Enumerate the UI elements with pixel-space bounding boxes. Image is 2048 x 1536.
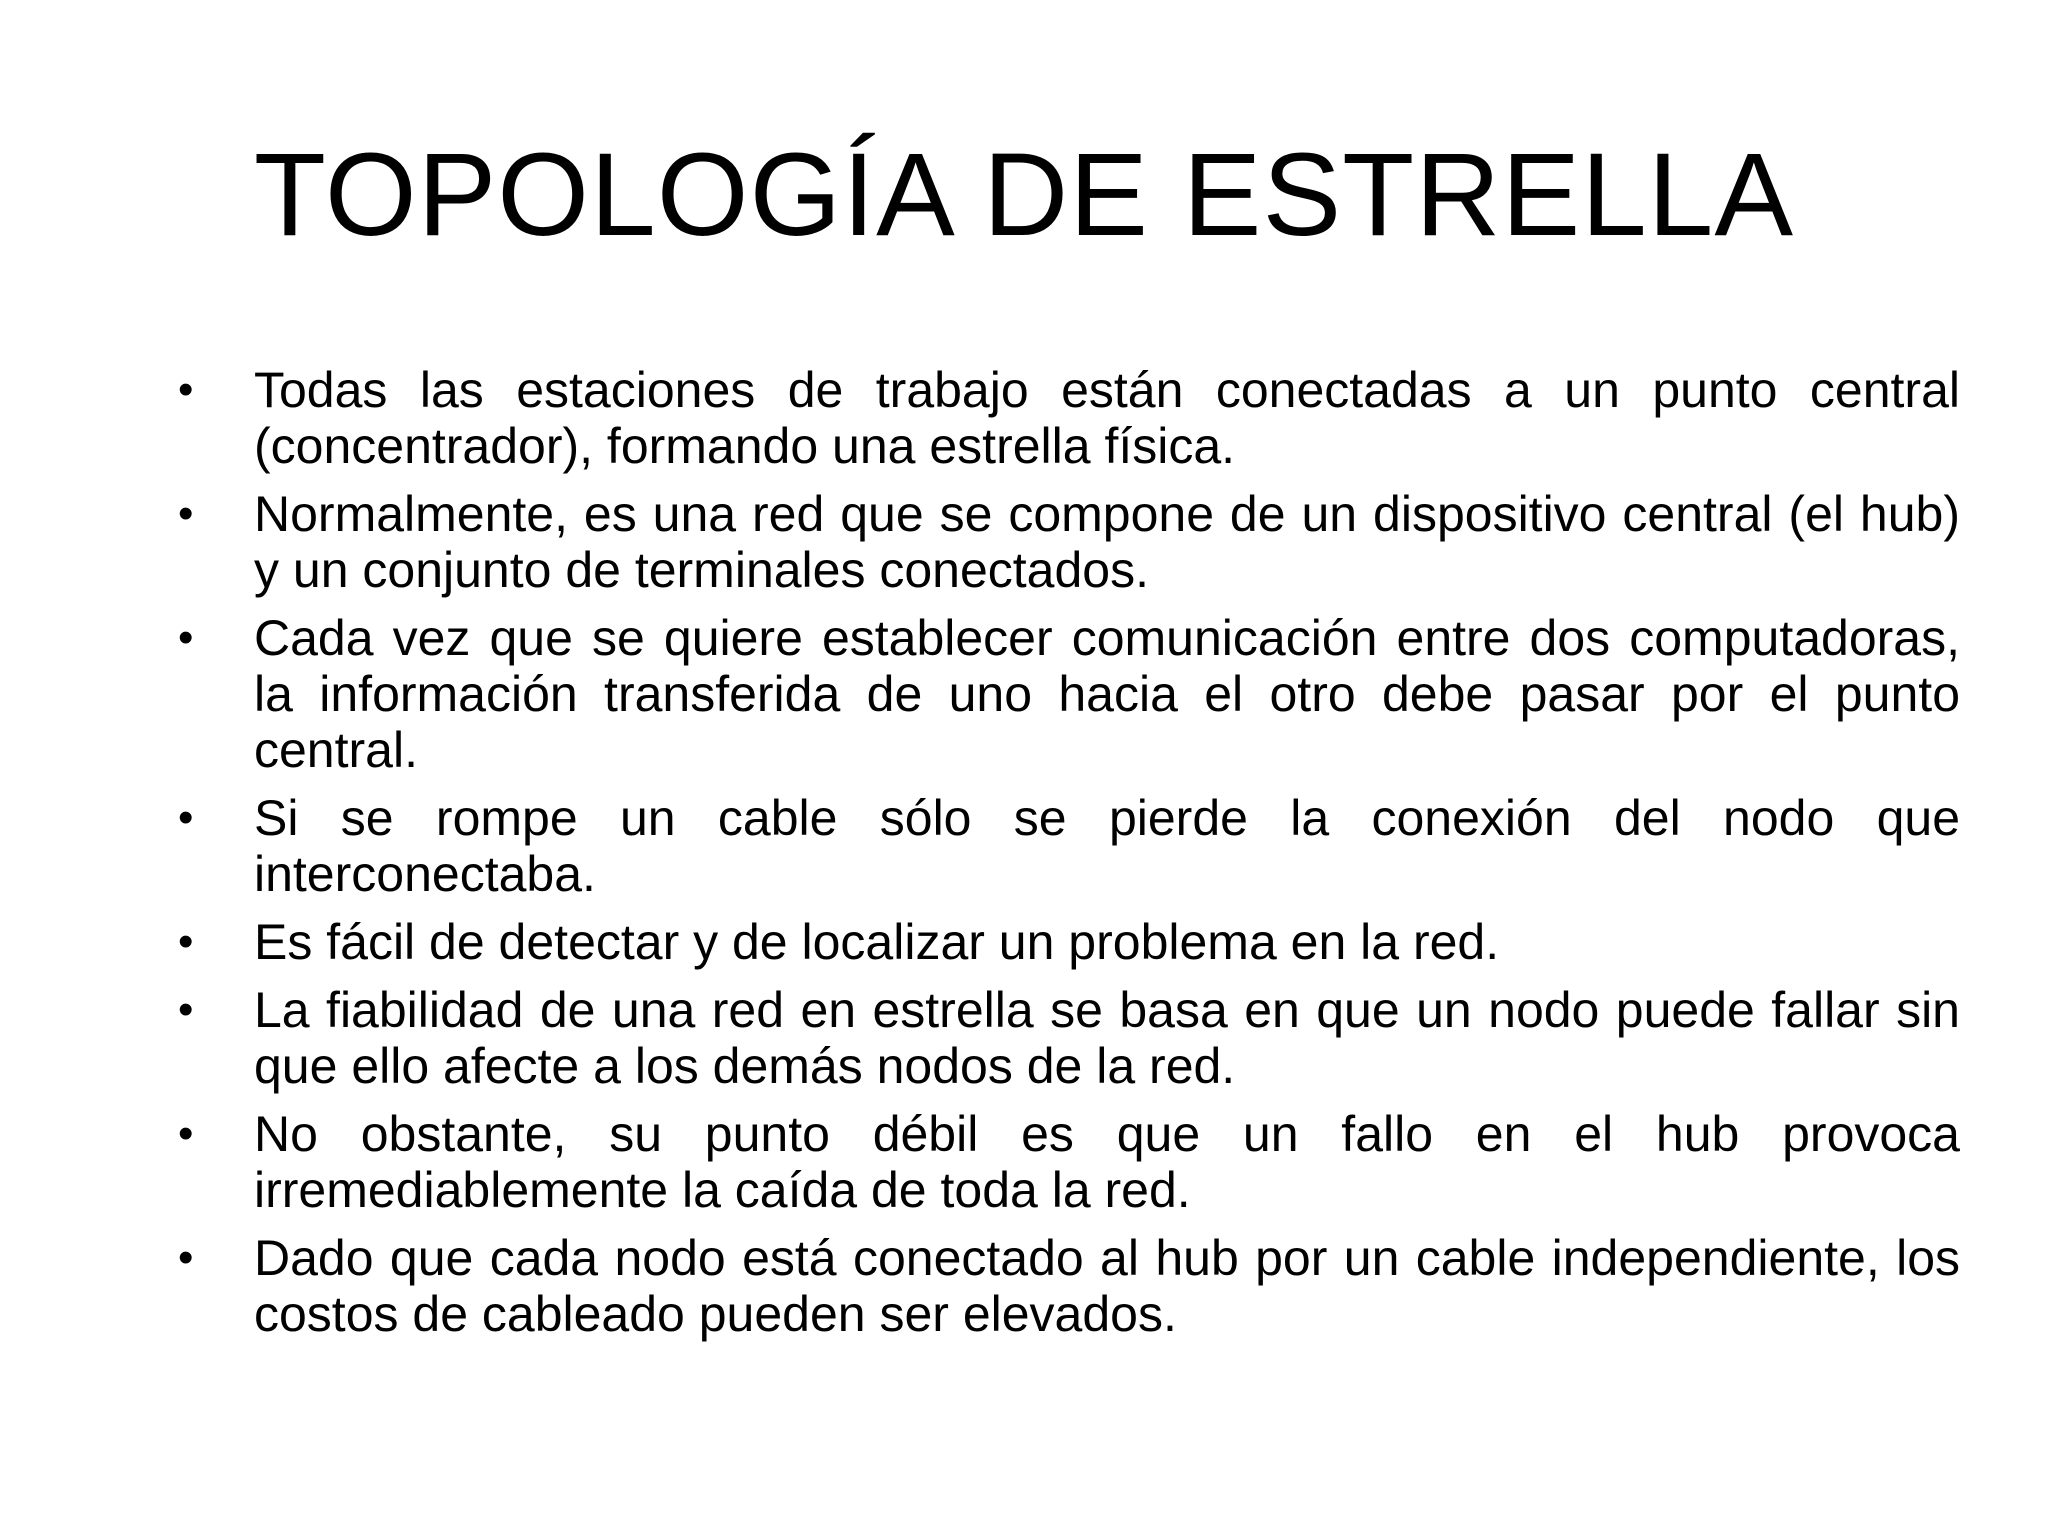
bullet-item bbox=[170, 914, 1960, 970]
bullet-glyph: • bbox=[178, 793, 194, 842]
bullet-text: Dado que cada nodo está conectado al hub por un cable independiente, los costos de cableado pueden ser elevados. bbox=[254, 1230, 1960, 1342]
bullet-text: La fiabilidad de una red en estrella se basa en que un nodo puede fallar sin que ello afecte a los demás nodos de la red. bbox=[254, 982, 1960, 1094]
slide-title: TOPOLOGÍA DE ESTRELLA bbox=[253, 129, 1795, 261]
bullet-item bbox=[170, 1230, 1960, 1342]
bullet-text: Todas las estaciones de trabajo están conectadas a un punto central (concentrador), formando una estrella física. bbox=[254, 362, 1960, 474]
bullet-glyph: • bbox=[178, 917, 194, 966]
bullet-list bbox=[170, 362, 1960, 1354]
bullet-text: Si se rompe un cable sólo se pierde la conexión del nodo que interconectaba. bbox=[254, 790, 1960, 902]
bullet-text: Normalmente, es una red que se compone de un dispositivo central (el hub) y un conjunto de terminales conectados. bbox=[254, 486, 1960, 598]
bullet-text: No obstante, su punto débil es que un fallo en el hub provoca irremediablemente la caída de toda la red. bbox=[254, 1106, 1960, 1218]
bullet-item bbox=[170, 610, 1960, 778]
bullet-item bbox=[170, 790, 1960, 902]
bullet-glyph: • bbox=[178, 489, 194, 538]
bullet-item bbox=[170, 982, 1960, 1094]
bullet-glyph: • bbox=[178, 985, 194, 1034]
bullet-glyph: • bbox=[178, 1109, 194, 1158]
bullet-glyph: • bbox=[178, 613, 194, 662]
bullet-text: Es fácil de detectar y de localizar un problema en la red. bbox=[254, 914, 1500, 970]
bullet-item bbox=[170, 1106, 1960, 1218]
bullet-item bbox=[170, 362, 1960, 474]
bullet-glyph: • bbox=[178, 1233, 194, 1282]
bullet-glyph: • bbox=[178, 365, 194, 414]
bullet-text: Cada vez que se quiere establecer comunicación entre dos computadoras, la información transferida de uno hacia el otro debe pasar por el punto central. bbox=[254, 610, 1960, 778]
bullet-item bbox=[170, 486, 1960, 598]
